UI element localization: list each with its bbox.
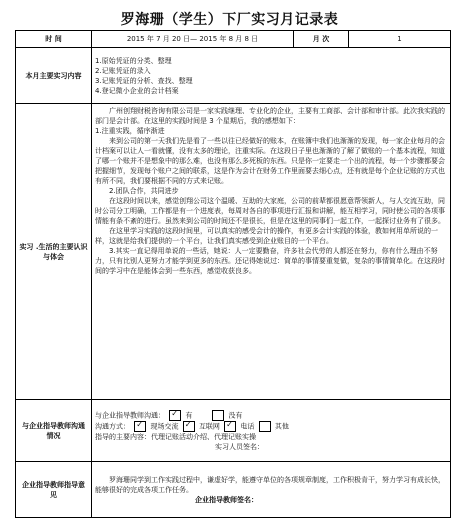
month-label: 月 次 (294, 31, 349, 48)
reflection-cell (92, 104, 451, 400)
check-mark-icon: ✓ (184, 419, 192, 429)
communication-cell (92, 400, 451, 462)
internet-label: 互联网 (198, 422, 220, 430)
month-value: 1 (349, 31, 451, 48)
phone-checkbox[interactable] (224, 421, 236, 432)
no-checkbox[interactable] (212, 410, 224, 421)
reflection-heading: 2.团队合作，共同进步 (109, 187, 179, 195)
task-item: 4.登记微小企业的会计档案 (95, 86, 179, 95)
opinion-text: 罗海珊同学到工作实践过程中，谦虚好学，能遵守单位的各项规章制度，工作积极肯干，努力学习有成长快，能够很好的完成各项工作任务。 (95, 475, 445, 494)
comm-prefix: 与企业指导教师沟通： (95, 411, 165, 419)
comm-line-2 (95, 421, 447, 432)
task-item: 2.记账凭证的录入 (95, 66, 151, 75)
page-title: 罗海珊（学生）下厂实习月记录表 (120, 12, 339, 28)
check-mark-icon: ✓ (226, 419, 233, 429)
tasks-cell (92, 48, 451, 104)
task-item: 1.原始凭证的分类、整理 (95, 56, 172, 65)
reflection-paragraph: 3.其实一直记得用单说的一些话，她说：人一定要勤奋，许多社会代劳的人都还在努力，你有什么理由不努力，只有比别人更努力才能学到更多的东西。还记得她说过：简单的事情要重复做，复杂的事情简单化。在这段时间的学习中在是能体会到一些东西，感觉收获良多。 (95, 247, 445, 275)
method-prefix: 沟通方式： (95, 422, 130, 430)
other-label: 其他 (274, 422, 289, 430)
reflection-row (16, 104, 451, 400)
communication-label: 与企业指导教师沟通情况 (16, 400, 92, 462)
phone-label: 电话 (240, 422, 255, 430)
other-checkbox[interactable] (259, 421, 271, 432)
time-label: 时 间 (16, 31, 92, 48)
onsite-checkbox[interactable] (134, 421, 146, 432)
opinion-cell (92, 462, 451, 518)
task-item: 3.记账凭证的分析、查找、整理 (95, 76, 193, 85)
no-label: 没有 (228, 411, 243, 419)
record-form-table (15, 30, 451, 518)
yes-label: 有 (185, 411, 193, 419)
opinion-row (16, 462, 451, 518)
comm-line-4: 实习人员签名： (215, 442, 264, 451)
yes-checkbox[interactable] (169, 410, 181, 421)
comm-line-3: 指导的主要内容：代理记账活动介绍、代理记账实操 (95, 432, 256, 441)
check-mark-icon: ✓ (136, 419, 143, 429)
internet-checkbox[interactable] (183, 421, 195, 432)
reflection-paragraph: 广州创翔财税咨询有限公司是一家实践继理、专业化的企业，主要有工商部、会计部和审计部。此次我实践的部门是会计部。在这里的实践时间是 3 个星期后，我的感想如下： (95, 107, 445, 125)
communication-row (16, 400, 451, 462)
tasks-row (16, 48, 451, 104)
reflection-paragraph: 在这段时间以来，感觉创翔公司这个温暖、互助的大家庭，公司的前辈都很愿意帮领新人，与人交流互助，同时公司分工明确，工作都是有一个进度表，每周对各自的事项进行汇报和讲解，能互相学习，同时使公司的各项事情能有条不紊的进行。虽然来到公司的时间还不是很长，但是在这里的同事们一起工作，一起探讨业务有了很多。 (95, 197, 445, 225)
reflection-heading: 1.注重实践，循序渐进 (95, 127, 165, 135)
reflection-paragraph: 在这里学习实践的这段时间里，可以真实的感受会计的操作，有更多会计实践的体验，教如何用单所说的一样，这就是给我们提供的一个平台，让我们真实感受到企业账目的一个平台。 (95, 227, 438, 245)
opinion-signature: 企业指导教师签名： (195, 495, 258, 504)
date-range: 2015 年 7 月 20 日— 2015 年 8 月 8 日 (92, 31, 294, 48)
onsite-label: 现场交流 (150, 422, 179, 430)
reflection-label: 实习 .生活的主要认识与体会 (16, 104, 92, 400)
opinion-label: 企业指导教师指导意见 (16, 462, 92, 518)
comm-line-1 (95, 410, 447, 421)
check-mark-icon: ✓ (171, 408, 178, 418)
reflection-paragraph: 来到公司的第一天我们先是看了一些以往已经做好的账本，在账簿中我们也渐渐的发现，每一家企业每月的会计档案可以让人一看就懂，没有太多的理论，注重实际。在这段日子里也渐渐的了解了做账的一个基本流程，知道了哪一个账并不是想象中的那么难，也没有那么多死板的东西。只是你一定要走一个出的流程，每一个步骤都要会把握细节，发现每个账户之间的联系，这是作为会计在财务工作里面要去细心点，还有就是每个企业记账的方式也有所不同，我们要根据不同的方式来记账。 (95, 137, 445, 185)
tasks-label: 本月主要实习内容 (16, 48, 92, 104)
time-row (16, 31, 451, 48)
